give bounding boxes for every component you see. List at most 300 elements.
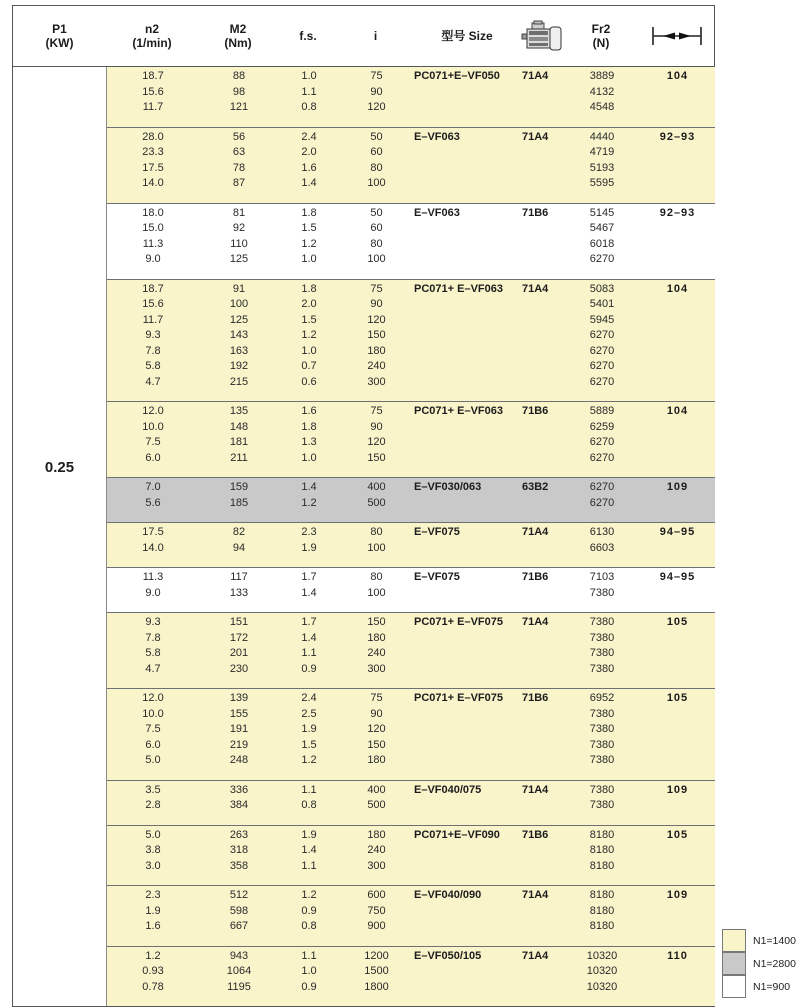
fr2-cell: 7380 xyxy=(589,754,615,766)
page-ref-cell xyxy=(640,375,715,391)
m2-cell: 151 xyxy=(229,616,249,628)
table-row xyxy=(107,161,715,177)
table-block xyxy=(107,477,715,522)
fs-cell: 1.9 xyxy=(301,723,317,735)
motor-size-cell: 71A4 xyxy=(522,130,549,143)
header-m2-symbol: M2 xyxy=(229,22,247,36)
i-cell: 300 xyxy=(367,859,386,872)
fs-cell: 1.3 xyxy=(301,436,317,448)
motor-size-cell xyxy=(522,586,564,602)
fs-cell: 1.5 xyxy=(301,222,317,234)
i-cell: 100 xyxy=(367,177,386,189)
fs-cell: 1.2 xyxy=(301,754,317,766)
p1-value: 0.25 xyxy=(44,459,75,476)
n2-cell: 12.0 xyxy=(142,405,164,417)
n2-cell: 6.0 xyxy=(145,738,161,751)
fr2-cell: 5145 xyxy=(589,206,615,219)
header-fr2 xyxy=(563,22,639,50)
m2-cell: 318 xyxy=(229,844,249,856)
i-cell: 60 xyxy=(370,146,383,158)
n2-cell: 4.7 xyxy=(145,375,161,388)
table-row xyxy=(107,691,715,707)
m2-cell: 1195 xyxy=(227,980,251,993)
motor-size-cell: 71A4 xyxy=(522,949,549,962)
header-size-label: 型号 Size xyxy=(441,29,493,43)
fr2-cell: 8180 xyxy=(589,920,615,932)
fs-cell: 1.5 xyxy=(301,313,317,326)
n2-cell: 5.0 xyxy=(145,754,161,766)
i-cell: 75 xyxy=(370,282,383,295)
motor-size-cell xyxy=(522,753,564,769)
i-cell: 90 xyxy=(370,85,383,98)
motor-size-cell: 71B6 xyxy=(522,405,549,417)
motor-size-cell: 71B6 xyxy=(522,571,549,583)
n2-cell: 6.0 xyxy=(145,451,161,464)
fr2-cell: 5467 xyxy=(589,222,615,234)
n2-cell: 1.9 xyxy=(145,904,161,917)
table-block xyxy=(107,522,715,567)
fr2-cell: 10320 xyxy=(586,965,618,977)
n2-cell: 0.93 xyxy=(142,965,164,977)
m2-cell: 143 xyxy=(229,329,249,341)
table-row xyxy=(107,980,715,996)
page-ref-cell: 109 xyxy=(666,889,689,901)
i-cell: 100 xyxy=(367,541,386,554)
header-p1 xyxy=(13,22,106,50)
table-row xyxy=(107,888,715,904)
model-cell xyxy=(414,145,522,161)
page-ref-cell xyxy=(640,980,715,996)
fr2-cell: 8180 xyxy=(589,904,615,917)
page-ref-cell: 110 xyxy=(667,949,688,962)
fr2-cell: 5193 xyxy=(589,161,615,174)
table-row xyxy=(107,783,715,799)
motor-size-cell: 71A4 xyxy=(522,70,549,82)
table-row xyxy=(107,420,715,436)
n2-cell: 18.7 xyxy=(142,282,164,295)
motor-size-cell: 63B2 xyxy=(522,481,549,493)
fs-cell: 0.8 xyxy=(301,920,317,932)
motor-size-cell xyxy=(522,221,564,237)
fr2-cell: 6270 xyxy=(589,451,615,464)
m2-cell: 110 xyxy=(230,237,248,250)
n2-cell: 2.8 xyxy=(145,799,161,811)
page-ref-cell xyxy=(640,145,715,161)
fr2-cell: 6270 xyxy=(589,329,615,341)
table-row xyxy=(107,919,715,935)
fr2-cell: 7380 xyxy=(589,662,615,675)
n2-cell: 15.6 xyxy=(142,298,164,310)
i-cell: 1500 xyxy=(364,965,389,977)
m2-cell: 87 xyxy=(232,177,246,189)
table-row xyxy=(107,586,715,602)
motor-size-cell xyxy=(522,145,564,161)
model-cell xyxy=(414,980,522,996)
model-cell: E–VF030/063 xyxy=(414,481,482,493)
motor-size-cell: 71A4 xyxy=(522,783,549,796)
n2-cell: 3.8 xyxy=(145,844,161,856)
m2-cell: 192 xyxy=(229,360,249,372)
legend-label: N1=2800 xyxy=(753,957,796,970)
m2-cell: 92 xyxy=(232,222,246,234)
fs-cell: 1.1 xyxy=(301,783,317,796)
i-cell: 75 xyxy=(370,692,383,704)
model-cell xyxy=(414,798,522,814)
fs-cell: 1.4 xyxy=(301,631,317,644)
motor-size-cell: 71A4 xyxy=(522,526,549,538)
motor-size-cell xyxy=(522,964,564,980)
legend-label: N1=900 xyxy=(753,980,791,993)
n2-cell: 11.3 xyxy=(142,237,164,250)
model-cell: PC071+ E–VF075 xyxy=(414,692,503,704)
header-n2 xyxy=(106,22,198,50)
page-ref-cell xyxy=(640,843,715,859)
table-row xyxy=(107,206,715,222)
page-ref-cell xyxy=(640,420,715,436)
i-cell: 150 xyxy=(367,616,386,628)
m2-cell: 78 xyxy=(232,161,246,174)
motor-size-cell: 71B6 xyxy=(522,828,549,841)
motor-size-cell xyxy=(522,541,564,557)
n2-cell: 7.0 xyxy=(145,481,161,493)
header-n2-symbol: n2 xyxy=(144,22,159,36)
fr2-cell: 7380 xyxy=(589,647,615,659)
header-m2 xyxy=(198,22,278,50)
motor-size-cell xyxy=(522,798,564,814)
motor-size-cell xyxy=(522,359,564,375)
i-cell: 50 xyxy=(370,130,383,143)
m2-cell: 125 xyxy=(229,253,249,265)
n2-cell: 5.8 xyxy=(145,360,161,372)
n2-cell: 9.0 xyxy=(145,253,161,265)
fs-cell: 2.0 xyxy=(301,146,317,158)
model-cell xyxy=(414,646,522,662)
legend-swatch-white xyxy=(722,975,746,998)
fr2-cell: 8180 xyxy=(589,828,615,841)
i-cell: 500 xyxy=(367,799,386,811)
i-cell: 50 xyxy=(370,206,383,219)
m2-cell: 125 xyxy=(229,313,249,326)
fs-cell: 2.0 xyxy=(301,298,317,310)
legend xyxy=(722,929,796,998)
fs-cell: 1.1 xyxy=(301,85,317,98)
table-row xyxy=(107,328,715,344)
model-cell xyxy=(414,753,522,769)
m2-cell: 163 xyxy=(229,344,249,357)
model-cell xyxy=(414,541,522,557)
header-i xyxy=(338,29,413,43)
page-ref-cell xyxy=(640,964,715,980)
header-fs-label: f.s. xyxy=(299,29,317,43)
n2-cell: 9.3 xyxy=(145,329,161,341)
fs-cell: 1.9 xyxy=(301,828,317,841)
table-block xyxy=(107,946,715,1007)
fs-cell: 0.8 xyxy=(301,799,317,811)
fs-cell: 2.3 xyxy=(301,526,317,538)
m2-cell: 82 xyxy=(232,526,246,538)
model-cell xyxy=(414,328,522,344)
fs-cell: 1.6 xyxy=(301,405,317,417)
table-row xyxy=(107,130,715,146)
i-cell: 120 xyxy=(367,723,386,735)
page-ref-cell xyxy=(640,176,715,192)
page-ref-cell xyxy=(640,859,715,875)
n2-cell: 10.0 xyxy=(142,707,164,720)
motor-size-cell xyxy=(522,451,564,467)
motor-size-cell xyxy=(522,237,564,253)
page-ref-cell xyxy=(640,435,715,451)
page-ref-cell xyxy=(640,496,715,512)
motor-size-cell xyxy=(522,738,564,754)
model-cell: PC071+ E–VF075 xyxy=(414,616,503,628)
header-i-label: i xyxy=(373,29,378,43)
n2-cell: 17.5 xyxy=(142,526,164,538)
fr2-cell: 6018 xyxy=(589,237,615,250)
fr2-cell: 5945 xyxy=(589,313,615,326)
table-row xyxy=(107,964,715,980)
model-cell xyxy=(414,964,522,980)
fs-cell: 1.8 xyxy=(301,282,317,295)
motor-size-cell xyxy=(522,176,564,192)
fs-cell: 0.9 xyxy=(301,904,317,917)
legend-item xyxy=(722,952,796,975)
n2-cell: 2.3 xyxy=(145,889,161,901)
motor-size-cell xyxy=(522,313,564,329)
m2-cell: 117 xyxy=(230,571,248,583)
n2-cell: 3.0 xyxy=(145,859,161,872)
i-cell: 90 xyxy=(370,420,383,433)
fs-cell: 1.0 xyxy=(301,965,317,977)
table-row xyxy=(107,753,715,769)
m2-cell: 94 xyxy=(232,541,246,554)
page-ref-cell xyxy=(640,904,715,920)
table-row xyxy=(107,722,715,738)
fs-cell: 1.7 xyxy=(301,616,317,628)
i-cell: 240 xyxy=(367,647,386,659)
model-cell xyxy=(414,738,522,754)
table-row xyxy=(107,344,715,360)
m2-cell: 100 xyxy=(229,298,249,310)
motor-size-cell xyxy=(522,843,564,859)
table-row xyxy=(107,570,715,586)
n2-cell: 15.0 xyxy=(142,222,164,234)
fs-cell: 1.4 xyxy=(301,481,317,493)
i-cell: 75 xyxy=(370,405,383,417)
fr2-cell: 7380 xyxy=(589,723,615,735)
page-ref-cell: 104 xyxy=(666,70,689,82)
page-ref-cell xyxy=(640,586,715,602)
m2-cell: 133 xyxy=(229,586,249,599)
n2-cell: 14.0 xyxy=(142,177,164,189)
fr2-cell: 7380 xyxy=(589,631,615,644)
n2-cell: 18.0 xyxy=(142,206,164,219)
fs-cell: 1.2 xyxy=(301,496,317,509)
fs-cell: 1.4 xyxy=(301,586,317,599)
m2-cell: 56 xyxy=(232,130,246,143)
model-cell xyxy=(414,176,522,192)
table-body xyxy=(13,67,714,1006)
model-cell: PC071+E–VF050 xyxy=(414,70,500,82)
page-ref-cell xyxy=(640,100,715,116)
i-cell: 1800 xyxy=(364,980,389,993)
n2-cell: 5.8 xyxy=(145,647,161,659)
n2-cell: 14.0 xyxy=(142,541,164,554)
i-cell: 90 xyxy=(370,707,383,720)
model-cell: E–VF040/090 xyxy=(414,889,482,901)
header-fr2-symbol: Fr2 xyxy=(591,22,611,36)
m2-cell: 667 xyxy=(229,920,249,932)
model-cell xyxy=(414,297,522,313)
table-block xyxy=(107,127,715,203)
n2-cell: 5.0 xyxy=(145,828,161,841)
fs-cell: 1.2 xyxy=(301,329,317,341)
model-cell: PC071+ E–VF063 xyxy=(414,405,503,417)
table-row xyxy=(107,859,715,875)
table-row xyxy=(107,662,715,678)
model-cell xyxy=(414,904,522,920)
n2-cell: 23.3 xyxy=(142,146,164,158)
table-row xyxy=(107,904,715,920)
data-blocks xyxy=(107,67,715,1006)
table-row xyxy=(107,707,715,723)
page-ref-cell: 105 xyxy=(666,692,689,704)
fr2-cell: 8180 xyxy=(589,889,615,901)
legend-item xyxy=(722,975,796,998)
fs-cell: 1.0 xyxy=(301,253,317,265)
fr2-cell: 6270 xyxy=(589,360,615,372)
fr2-cell: 10320 xyxy=(586,980,618,993)
model-cell xyxy=(414,451,522,467)
page-ref-cell xyxy=(640,85,715,101)
m2-cell: 219 xyxy=(229,738,249,751)
n2-cell: 0.78 xyxy=(142,980,164,993)
i-cell: 900 xyxy=(367,920,386,932)
table-row xyxy=(107,843,715,859)
fr2-cell: 5889 xyxy=(589,405,615,417)
model-cell xyxy=(414,631,522,647)
table-row xyxy=(107,615,715,631)
i-cell: 400 xyxy=(367,481,386,493)
page-ref-cell xyxy=(640,344,715,360)
table-row xyxy=(107,252,715,268)
m2-cell: 98 xyxy=(232,85,246,98)
model-cell: PC071+E–VF090 xyxy=(414,828,500,841)
header-motor-column xyxy=(521,20,563,52)
m2-cell: 1064 xyxy=(226,965,252,977)
header-size xyxy=(413,29,521,43)
motor-size-cell xyxy=(522,328,564,344)
fr2-cell: 6130 xyxy=(589,526,615,538)
header-fr2-unit: (N) xyxy=(592,36,610,50)
header-p1-symbol: P1 xyxy=(52,22,67,36)
table-row xyxy=(107,404,715,420)
fr2-cell: 7380 xyxy=(589,799,615,811)
i-cell: 240 xyxy=(367,844,386,856)
model-cell xyxy=(414,420,522,436)
i-cell: 400 xyxy=(367,783,386,796)
page-ref-cell xyxy=(640,541,715,557)
n2-cell: 9.0 xyxy=(145,586,161,599)
table-row xyxy=(107,221,715,237)
header-span-column xyxy=(639,24,714,48)
legend-swatch-yellow xyxy=(722,929,746,952)
motor-size-cell xyxy=(522,435,564,451)
i-cell: 80 xyxy=(370,571,383,583)
motor-size-cell xyxy=(522,859,564,875)
motor-size-cell xyxy=(522,344,564,360)
m2-cell: 191 xyxy=(229,723,249,735)
model-cell xyxy=(414,161,522,177)
model-cell xyxy=(414,586,522,602)
model-cell xyxy=(414,359,522,375)
dimension-arrow-icon xyxy=(648,24,706,48)
i-cell: 180 xyxy=(367,754,386,766)
motor-size-cell: 71B6 xyxy=(522,206,549,219)
model-cell xyxy=(414,221,522,237)
m2-cell: 336 xyxy=(229,783,249,796)
i-cell: 60 xyxy=(370,222,383,234)
fr2-cell: 6952 xyxy=(589,692,615,704)
n2-cell: 28.0 xyxy=(142,130,164,143)
table-row xyxy=(107,435,715,451)
fr2-cell: 4719 xyxy=(589,146,615,158)
legend-swatch-gray xyxy=(722,952,746,975)
model-cell xyxy=(414,85,522,101)
page-ref-cell xyxy=(640,252,715,268)
table-row xyxy=(107,541,715,557)
fr2-cell: 5401 xyxy=(589,298,615,310)
page-ref-cell xyxy=(640,738,715,754)
fr2-cell: 5083 xyxy=(589,282,615,295)
fr2-cell: 7103 xyxy=(589,571,615,583)
table-block xyxy=(107,825,715,886)
page-ref-cell xyxy=(640,359,715,375)
motor-icon xyxy=(520,20,564,52)
table-block xyxy=(107,67,715,127)
motor-size-cell xyxy=(522,707,564,723)
table-block xyxy=(107,885,715,946)
m2-cell: 230 xyxy=(229,662,249,675)
table-row xyxy=(107,145,715,161)
i-cell: 75 xyxy=(370,70,383,82)
page-ref-cell xyxy=(640,313,715,329)
fs-cell: 1.2 xyxy=(301,889,317,901)
i-cell: 240 xyxy=(367,360,386,372)
header-p1-unit: (KW) xyxy=(45,36,74,50)
motor-size-cell xyxy=(522,919,564,935)
n2-cell: 3.5 xyxy=(145,783,161,796)
page-ref-cell xyxy=(640,328,715,344)
motor-size-cell xyxy=(522,722,564,738)
motor-size-cell: 71B6 xyxy=(522,692,549,704)
page-ref-cell xyxy=(640,237,715,253)
i-cell: 80 xyxy=(370,237,383,250)
motor-size-cell: 71A4 xyxy=(522,616,549,628)
table-block xyxy=(107,780,715,825)
fs-cell: 1.8 xyxy=(301,420,317,433)
i-cell: 600 xyxy=(367,889,386,901)
table-row xyxy=(107,631,715,647)
table-row xyxy=(107,69,715,85)
table-row xyxy=(107,297,715,313)
n2-cell: 12.0 xyxy=(142,692,164,704)
i-cell: 180 xyxy=(367,344,386,357)
table-row xyxy=(107,738,715,754)
fs-cell: 1.6 xyxy=(301,161,317,174)
fs-cell: 0.9 xyxy=(301,662,317,675)
page-ref-cell xyxy=(640,451,715,467)
model-cell xyxy=(414,375,522,391)
